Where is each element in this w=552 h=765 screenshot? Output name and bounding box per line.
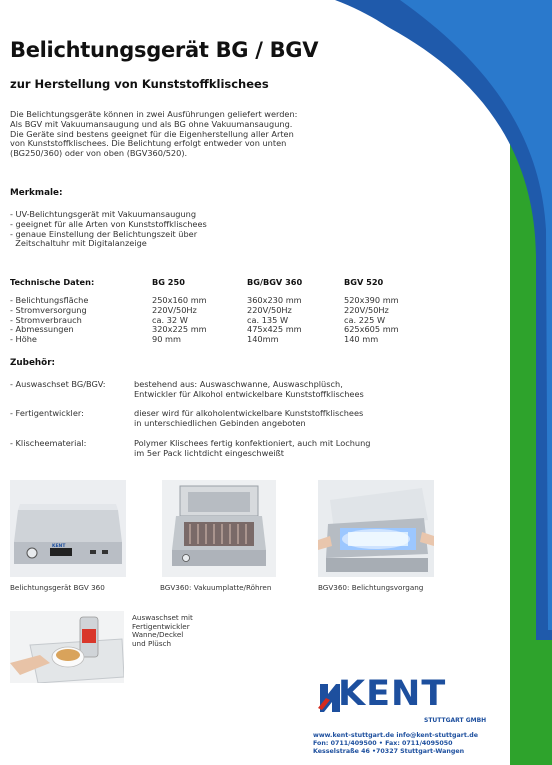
spec-label: - Höhe: [10, 334, 37, 345]
photo-caption: BGV360: Vakuumplatte/Röhren: [160, 583, 272, 592]
spec-value: 90 mm: [152, 334, 181, 345]
logo-tagline: STUTTGART GMBH: [424, 717, 487, 724]
intro-line: Die Belichtungsgeräte können in zwei Ausführungen geliefert werden:: [10, 109, 298, 119]
spec-value: 140mm: [247, 334, 279, 345]
photo-caption: Belichtungsgerät BGV 360: [10, 583, 105, 592]
accessory-desc: dieser wird für alkoholentwickelbare Kunststoffklischees: [134, 408, 364, 418]
accessory-item: [10, 409, 430, 431]
spec-value: ca. 32 W: [152, 314, 188, 325]
photo-device-closed: [10, 480, 126, 577]
intro-line: Die Geräte sind bestens geeignet für die Eigenherstellung aller Arten: [10, 128, 294, 139]
accessory-desc: in unterschiedlichen Gebinden angeboten: [134, 418, 306, 428]
spec-value: 625x605 mm: [344, 324, 399, 335]
caption-line: Auswaschset mit: [132, 613, 193, 622]
accessories-heading: Zubehör:: [10, 358, 56, 368]
intro-line: von Kunststoffklischees. Die Belichtung erfolgt entweder von unten: [10, 138, 287, 149]
spec-value: 140 mm: [344, 334, 379, 345]
device-label: KENT: [52, 544, 66, 549]
intro-line: Als BGV mit Vakuumansaugung und als BG ohne Vakuumansaugung.: [10, 118, 293, 129]
accessory-desc: bestehend aus: Auswaschwanne, Auswaschplüsch,: [134, 379, 343, 389]
photo-caption: BGV360: Belichtungsvorgang: [318, 583, 424, 592]
intro-line: (BG250/360) oder von oben (BGV360/520).: [10, 148, 188, 159]
caption-line: und Plüsch: [132, 638, 172, 648]
contact-web[interactable]: www.kent-stuttgart.de info@kent-stuttgart.de: [313, 732, 479, 739]
page-title: Belichtungsgerät BG / BGV: [10, 38, 319, 62]
logo-mark-icon: [316, 680, 340, 716]
accessory-desc: Entwickler für Alkohol entwickelbare Kunststoffklischees: [134, 389, 364, 399]
caption-line: Fertigentwickler: [132, 621, 190, 631]
features-list: [10, 210, 207, 249]
spec-value: 360x230 mm: [247, 295, 302, 305]
page-subtitle: zur Herstellung von Kunststoffklischees: [10, 77, 269, 91]
model-header: BG 250: [152, 277, 185, 287]
spec-label: - Belichtungsfläche: [10, 295, 89, 305]
spec-label: - Abmessungen: [10, 324, 74, 335]
features-heading: Merkmale:: [10, 188, 63, 198]
list-item: - geeignet für alle Arten von Kunststoffklischees: [10, 218, 207, 229]
contact-phone: Fon: 0711/409500 • Fax: 0711/4095050: [313, 740, 453, 747]
accessory-label: - Klischeematerial:: [10, 438, 87, 448]
model-header: BGV 520: [344, 277, 384, 287]
contact-address: Kesselstraße 46 •70327 Stuttgart-Wangen: [313, 748, 465, 755]
accessory-label: - Fertigentwickler:: [10, 408, 84, 418]
accessory-desc: Polymer Klischees fertig konfektioniert, auch mit Lochung: [134, 438, 371, 448]
spec-value: 220V/50Hz: [247, 304, 292, 315]
spec-value: 220V/50Hz: [344, 304, 389, 315]
caption-line: Wanne/Deckel: [132, 630, 184, 640]
photo-exposure: [318, 480, 434, 577]
contact-block: [313, 732, 478, 756]
accessory-desc: im 5er Pack lichtdicht eingeschweißt: [134, 448, 284, 458]
spec-value: 250x160 mm: [152, 295, 207, 305]
spec-value: 475x425 mm: [247, 324, 302, 335]
list-item: - genaue Einstellung der Belichtungszeit über: [10, 228, 198, 239]
list-item: Zeitschaltuhr mit Digitalanzeige: [10, 238, 147, 249]
spec-value: 320x225 mm: [152, 324, 207, 335]
specs-heading: Technische Daten:: [10, 277, 95, 287]
spec-value: ca. 135 W: [247, 314, 289, 325]
spec-value: 520x390 mm: [344, 295, 399, 305]
photo4-caption: [132, 614, 193, 648]
model-header: BG/BGV 360: [247, 277, 303, 287]
spec-value: ca. 225 W: [344, 314, 386, 325]
accessory-item: [10, 439, 430, 461]
spec-label: - Stromverbrauch: [10, 314, 82, 325]
spec-value: 220V/50Hz: [152, 304, 197, 315]
intro-paragraph: [10, 110, 350, 159]
list-item: - UV-Belichtungsgerät mit Vakuumansaugung: [10, 209, 197, 219]
spec-label: - Stromversorgung: [10, 304, 87, 315]
photo-washout-set: [10, 611, 124, 683]
logo-wordmark: KENT: [338, 674, 447, 714]
accessory-item: [10, 380, 430, 402]
accessory-label: - Auswaschset BG/BGV:: [10, 379, 106, 389]
photo-vacuum-plate: [162, 480, 276, 577]
